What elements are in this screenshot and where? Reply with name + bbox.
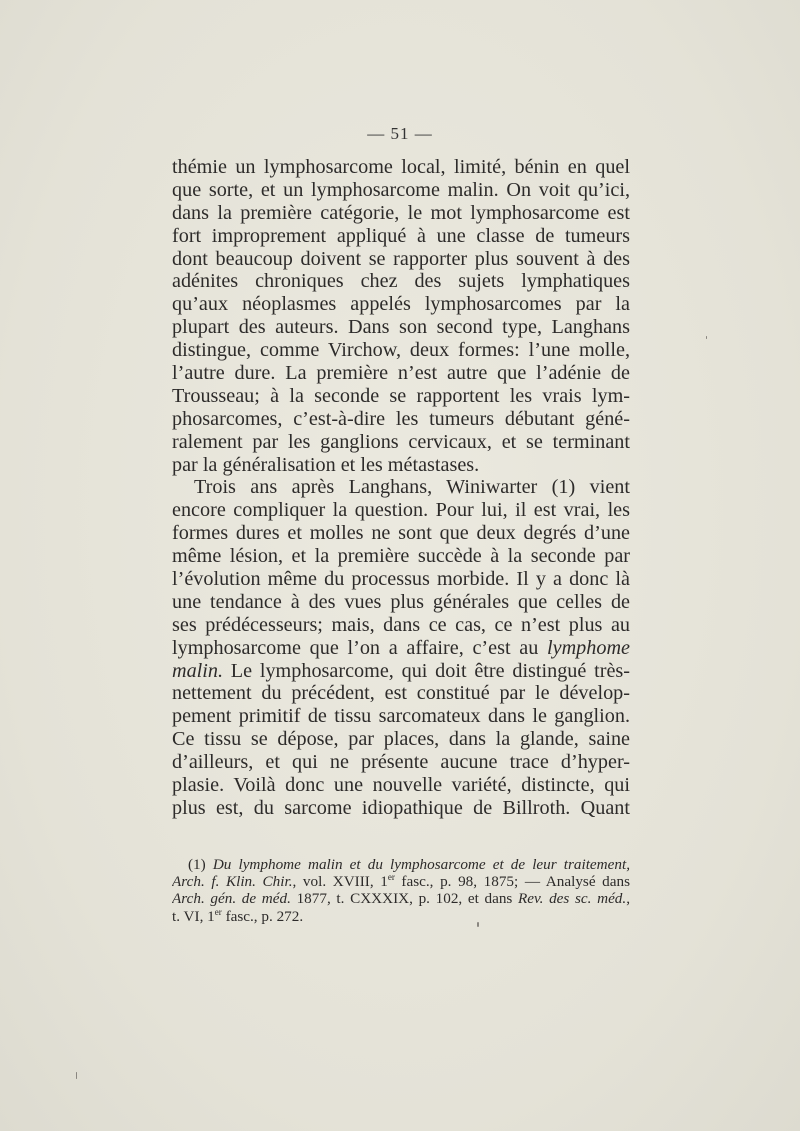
text-line: par la généralisation et les métastases. (172, 453, 480, 476)
superscript: er (387, 873, 395, 883)
text-line: Ce tissu se dépose, par places, dans la glande, saine (172, 728, 630, 751)
text-line: adénites chroniques chez des sujets lymphatiques (172, 270, 630, 293)
footnote (172, 856, 630, 925)
text-line: même lésion, et la première succède à la seconde par (172, 545, 630, 568)
footnote-line (172, 890, 630, 907)
text-line: plus est, du sarcome idiopathique de Billroth. Quant (172, 796, 630, 819)
journal-name: Arch. gén. de méd. (172, 890, 291, 908)
journal-name: Arch. f. Klin. Chir. (172, 873, 293, 891)
text-line: ralement par les ganglions cervicaux, et se terminant (172, 430, 630, 453)
text-line: pement primitif de tissu sarcomateux dans le ganglion. (172, 705, 630, 728)
italic-term: malin. (172, 659, 224, 682)
text-line: thémie un lymphosarcome local, limité, bénin en quel (172, 156, 630, 178)
text-run: Le lymphosarcome, qui doit être distingué très- (223, 659, 630, 682)
text-run: 1877, t. CXXXIX, p. 102, et dans (290, 890, 518, 908)
page-number: — 51 — (367, 124, 433, 143)
text-line: formes dures et molles ne sont que deux degrés d’une (172, 522, 630, 545)
text-run: fasc., p. 98, 1875; — Analysé dans (394, 873, 630, 891)
text-line: dans la première catégorie, le mot lymphosarcome est (172, 201, 630, 224)
paper-speck (76, 1072, 77, 1079)
text-line (172, 637, 630, 660)
text-run: t. VI, 1 (172, 907, 215, 925)
text-line: dont beaucoup doivent se rapporter plus souvent à des (172, 247, 630, 270)
text-line: Trois ans après Langhans, Winiwarter (1) vient (194, 476, 630, 499)
footnote-marker: (1) (188, 856, 213, 873)
text-run: fasc., p. 272. (221, 907, 304, 925)
text-line: plasie. Voilà donc une nouvelle variété, distincte, qui (172, 774, 630, 797)
text-line: qu’aux néoplasmes appelés lymphosarcomes par la (172, 293, 630, 316)
footnote-line (172, 873, 630, 890)
text-run: , (626, 890, 630, 908)
text-line: d’ailleurs, et qui ne présente aucune trace d’hyper- (172, 751, 630, 774)
text-line: nettement du précédent, est constitué par le dévelop- (172, 682, 630, 705)
paper-speck (706, 336, 707, 339)
text-line: l’autre dure. La première n’est autre que l’adénie de (172, 362, 630, 385)
text-line: plupart des auteurs. Dans son second type, Langhans (172, 316, 630, 339)
text-line: encore compliquer la question. Pour lui, il est vrai, les (172, 499, 630, 522)
text-line: que sorte, et un lymphosarcome malin. On voit qu’ici, (172, 178, 630, 201)
footnote-line (172, 856, 630, 873)
text-line (172, 660, 630, 683)
footnote-title: Du lymphome malin et du lymphosarcome et de leur traitement, (212, 856, 630, 873)
text-line: distingue, comme Virchow, deux formes: l’une molle, (172, 339, 630, 362)
text-run: lymphosarcome que l’on a affaire, c’est au (172, 636, 548, 659)
text-line: phosarcomes, c’est-à-dire les tumeurs débutant géné- (172, 407, 630, 430)
body-text (172, 156, 630, 820)
text-line: Trousseau; à la seconde se rapportent les vrais lym- (172, 384, 630, 407)
italic-term: lymphome (547, 636, 630, 659)
text-line: ses prédécesseurs; mais, dans ce cas, ce n’est plus au (172, 613, 630, 636)
text-run: , vol. XVIII, 1 (292, 873, 388, 891)
text-line: une tendance à des vues plus générales que celles de (172, 590, 630, 613)
text-line: fort improprement appliqué à une classe de tumeurs (172, 224, 630, 247)
journal-name: Rev. des sc. méd. (518, 890, 627, 908)
superscript: er (214, 907, 222, 917)
paper-speck (477, 922, 479, 927)
footnote-line (172, 908, 630, 925)
text-line: l’évolution même du processus morbide. Il y a donc là (172, 568, 630, 591)
